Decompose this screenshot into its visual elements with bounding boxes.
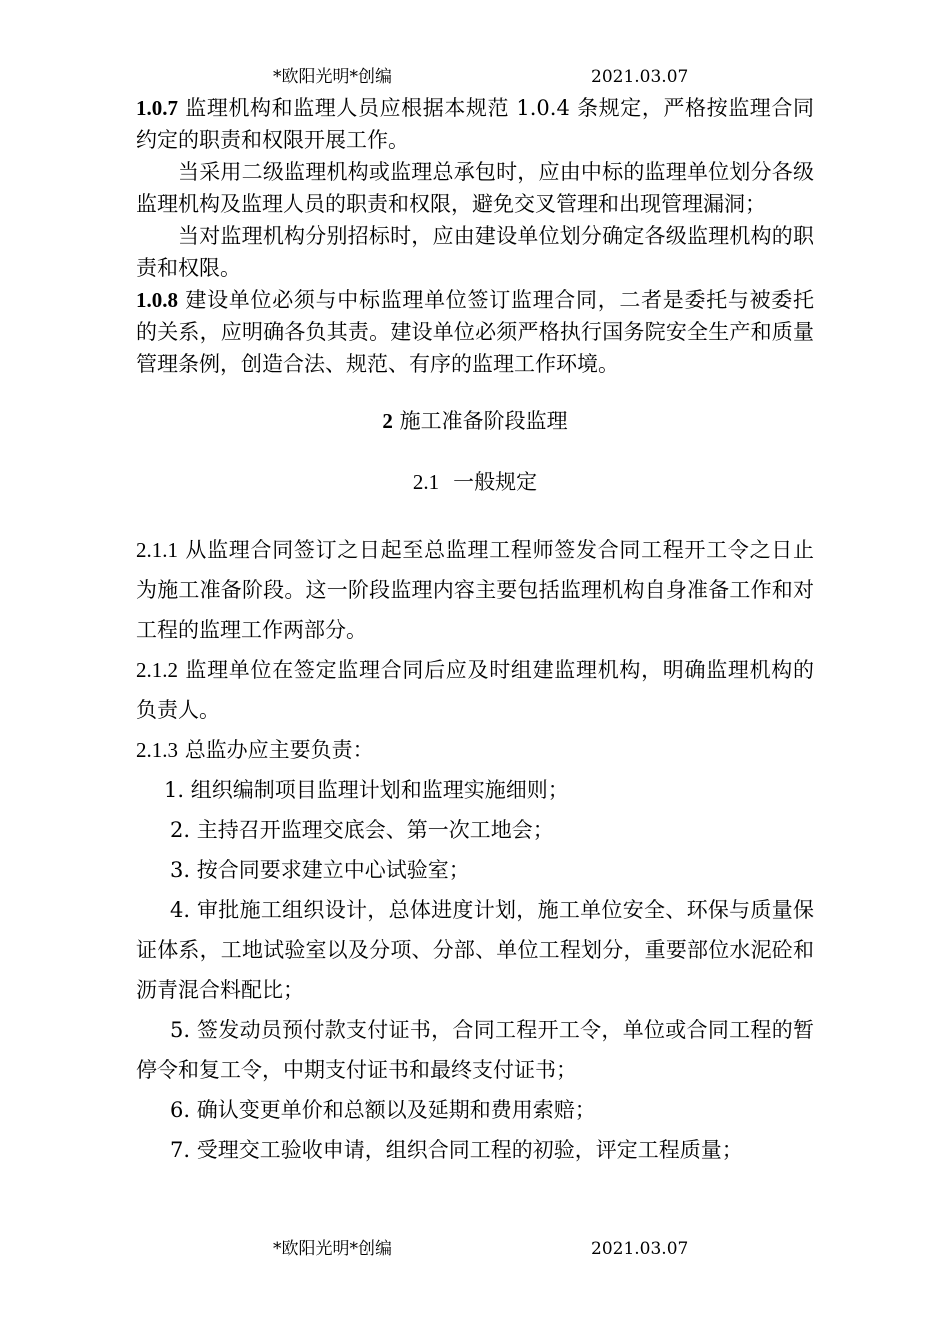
duty-item: 7. 受理交工验收申请，组织合同工程的初验，评定工程质量； xyxy=(170,1138,743,1162)
item-2-1-3 xyxy=(136,730,814,770)
duty-item: 4. 审批施工组织设计，总体进度计划，施工单位安全、环保与质量保证体系，工地试验室以及分项、分部、单位工程划分，重要部位水泥砼和沥青混合料配比； xyxy=(136,898,814,1002)
item-2-1-2 xyxy=(136,650,814,730)
duty-item: 1. 组织编制项目监理计划和监理实施细则； xyxy=(164,778,569,802)
paragraph-separate-bidding: 当对监理机构分别招标时，应由建设单位划分确定各级监理机构的职责和权限。 xyxy=(136,224,814,280)
duty-item: 6. 确认变更单价和总额以及延期和费用索赔； xyxy=(170,1098,596,1122)
duty-item: 5. 签发动员预付款支付证书，合同工程开工令，单位或合同工程的暂停令和复工令，中期支付证书和最终支付证书； xyxy=(136,1018,814,1082)
footer-author: *欧阳光明*创编 xyxy=(273,1239,392,1259)
clause-text: 监理机构和监理人员应根据本规范 1.0.4 条规定，严格按监理合同约定的职责和权限开展工作。 xyxy=(136,96,814,152)
item-text: 从监理合同签订之日起至总监理工程师签发合同工程开工令之日止为施工准备阶段。这一阶段监理内容主要包括监理机构自身准备工作和对工程的监理工作两部分。 xyxy=(136,538,815,642)
document-body xyxy=(136,92,814,1170)
chapter-title: 施工准备阶段监理 xyxy=(399,409,568,433)
clause-number: 1.0.7 xyxy=(136,96,178,120)
item-2-1-1 xyxy=(136,530,814,650)
chapter-heading xyxy=(136,380,814,462)
chapter-number: 2 xyxy=(382,409,393,433)
section-title: 一般规定 xyxy=(453,470,538,494)
item-number: 2.1.2 xyxy=(136,658,178,682)
section-heading xyxy=(136,462,814,530)
clause-1-0-8 xyxy=(136,284,814,380)
header-author: *欧阳光明*创编 xyxy=(273,67,392,87)
duty-item: 3. 按合同要求建立中心试验室； xyxy=(170,858,470,882)
item-text: 总监办应主要负责： xyxy=(184,738,374,762)
duty-item: 2. 主持召开监理交底会、第一次工地会； xyxy=(170,818,554,842)
header-date: 2021.03.07 xyxy=(591,67,689,87)
item-number: 2.1.1 xyxy=(136,538,178,562)
item-number: 2.1.3 xyxy=(136,738,178,762)
clause-1-0-7 xyxy=(136,92,814,156)
paragraph-second-level-agency: 当采用二级监理机构或监理总承包时，应由中标的监理单位划分各级监理机构及监理人员的职责和权限，避免交叉管理和出现管理漏洞； xyxy=(136,160,814,216)
section-number: 2.1 xyxy=(412,470,440,494)
item-text: 监理单位在签定监理合同后应及时组建监理机构，明确监理机构的负责人。 xyxy=(136,658,815,722)
page-footer xyxy=(0,1236,950,1262)
footer-date: 2021.03.07 xyxy=(591,1239,689,1259)
clause-number: 1.0.8 xyxy=(136,288,178,312)
page-header xyxy=(0,64,950,90)
clause-text: 建设单位必须与中标监理单位签订监理合同，二者是委托与被委托的关系，应明确各负其责。建设单位必须严格执行国务院安全生产和质量管理条例，创造合法、规范、有序的监理工作环境。 xyxy=(136,288,815,376)
